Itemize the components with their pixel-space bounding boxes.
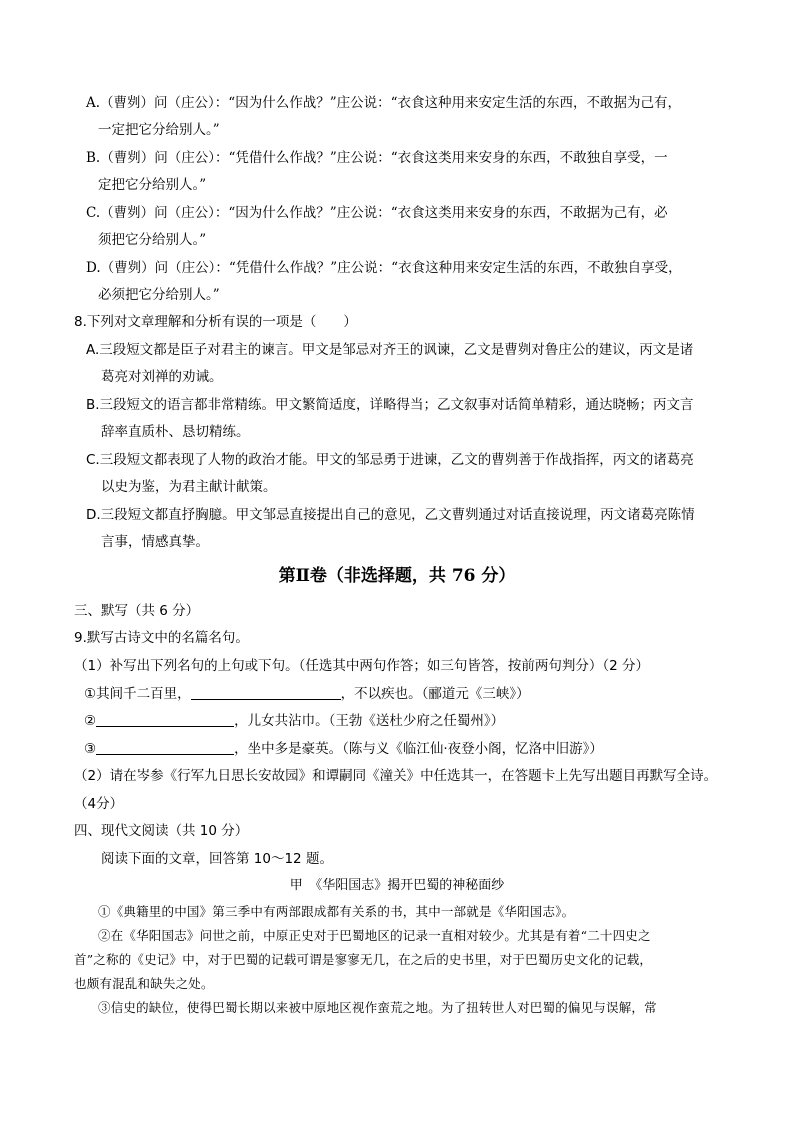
q9-item-3 — [84, 739, 603, 759]
q9-stem: 9.默写古诗文中的名篇名句。 — [74, 630, 249, 646]
passage-paragraph-1: ①《典籍里的中国》第三季中有两部跟成都有关系的书，其中一部就是《华阳国志》。 — [98, 904, 575, 919]
q9-sub2-line2: （4分） — [74, 796, 124, 812]
q9-item-3-answer-blank[interactable] — [96, 740, 234, 755]
q7-option-a-line2: 一定把它分给别人。” — [98, 122, 220, 138]
q7-option-b-line1: B.（曹刿）问（庄公）：“凭借什么作战？”庄公说：“衣食这类用来安身的东西，不敢独自享受，一 — [86, 150, 668, 166]
passage-paragraph-2-line1: ②在《华阳国志》问世之前，中原正史对于巴蜀地区的记录一直相对较少。尤其是有着“二十四史之 — [98, 928, 651, 943]
passage-title: 甲 《华阳国志》揭开巴蜀的神秘面纱 — [289, 878, 505, 893]
q9-sub2-line1: （2）请在岑参《行军九日思长安故园》和谭嗣同《潼关》中任选其一，在答题卡上先写出题目再默写全诗。 — [74, 768, 718, 784]
q9-item-3-after: ，坐中多是豪英。（陈与义《临江仙·夜登小阁，忆洛中旧游》） — [234, 741, 603, 757]
q9-item-3-before: ③ — [84, 741, 97, 757]
section-2-title: 第Ⅱ卷（非选择题，共 76 分） — [278, 566, 516, 586]
q9-item-2 — [84, 711, 504, 731]
q8-option-a-line1: A.三段短文都是臣子对君主的谏言。甲文是邹忌对齐王的讽谏，乙文是曹刿对鲁庄公的建议，丙文是诸 — [86, 342, 694, 358]
q7-option-b-line2: 定把它分给别人。” — [98, 177, 207, 193]
passage-paragraph-3-line1: ③信史的缺位，使得巴蜀长期以来被中原地区视作蛮荒之地。为了扭转世人对巴蜀的偏见与误解，常 — [98, 1000, 657, 1015]
reading-header: 四、现代文阅读（共 10 分） — [74, 823, 249, 839]
q8-option-d-line2: 言事，情感真挚。 — [101, 534, 209, 550]
q7-option-c-line2: 须把它分给别人。” — [98, 232, 207, 248]
q9-item-1-before: ①其间千二百里， — [84, 686, 191, 702]
q9-item-2-answer-blank[interactable] — [96, 712, 234, 727]
reading-instruction: 阅读下面的文章，回答第 10～12 题。 — [101, 851, 333, 867]
q7-option-c-line1: C.（曹刿）问（庄公）：“因为什么作战？”庄公说：“衣食这类用来安身的东西，不敢据为己有，必 — [86, 205, 668, 221]
q7-option-a-line1: A.（曹刿）问（庄公）：“因为什么作战？”庄公说：“衣食这种用来安定生活的东西，不敢据为己有， — [86, 95, 681, 111]
passage-paragraph-2-line3: 也颇有混乱和缺失之处。 — [74, 976, 214, 991]
q9-item-2-after: ，儿女共沾巾。（王勃《送杜少府之任蜀州》） — [234, 713, 505, 729]
q8-stem: 8.下列对文章理解和分析有误的一项是（ ） — [74, 314, 357, 330]
q9-item-1-after: ，不以疾也。（郦道元《三峡》） — [340, 686, 530, 702]
q9-item-2-before: ② — [84, 713, 97, 729]
q8-option-d-line1: D.三段短文都直抒胸臆。甲文邹忌直接提出自己的意见，乙文曹刿通过对话直接说理，丙文诸葛亮陈情 — [86, 507, 695, 523]
q9-item-1 — [84, 684, 530, 704]
q8-option-c-line2: 以史为鉴，为君主献计献策。 — [101, 479, 277, 495]
q8-option-b-line1: B.三段短文的语言都非常精练。甲文繁简适度，详略得当；乙文叙事对话简单精彩，通达晓畅；丙文言 — [86, 397, 694, 413]
q9-item-1-answer-blank[interactable] — [191, 685, 341, 700]
q8-option-b-line2: 辞率直质朴、恳切精练。 — [101, 424, 250, 440]
q8-option-c-line1: C.三段短文都表现了人物的政治才能。甲文的邹忌勇于进谏，乙文的曹刿善于作战指挥，丙文的诸葛亮 — [86, 452, 694, 468]
dictation-header: 三、默写（共 6 分） — [74, 603, 200, 619]
passage-paragraph-2-line2: 首”之称的《史记》中，对于巴蜀的记载可谓是寥寥无几，在之后的史书里，对于巴蜀历史文化的记载， — [74, 952, 653, 967]
q8-option-a-line2: 葛亮对刘禅的劝诫。 — [101, 369, 223, 385]
q9-sub1: （1）补写出下列名句的上句或下句。（任选其中两句作答；如三句皆答，按前两句判分）（2 分） — [74, 658, 649, 674]
q7-option-d-line1: D.（曹刿）问（庄公）：“凭借什么作战？”庄公说：“衣食这种用来安定生活的东西，不敢独自享受， — [86, 260, 682, 276]
q7-option-d-line2: 必须把它分给别人。” — [98, 287, 220, 303]
